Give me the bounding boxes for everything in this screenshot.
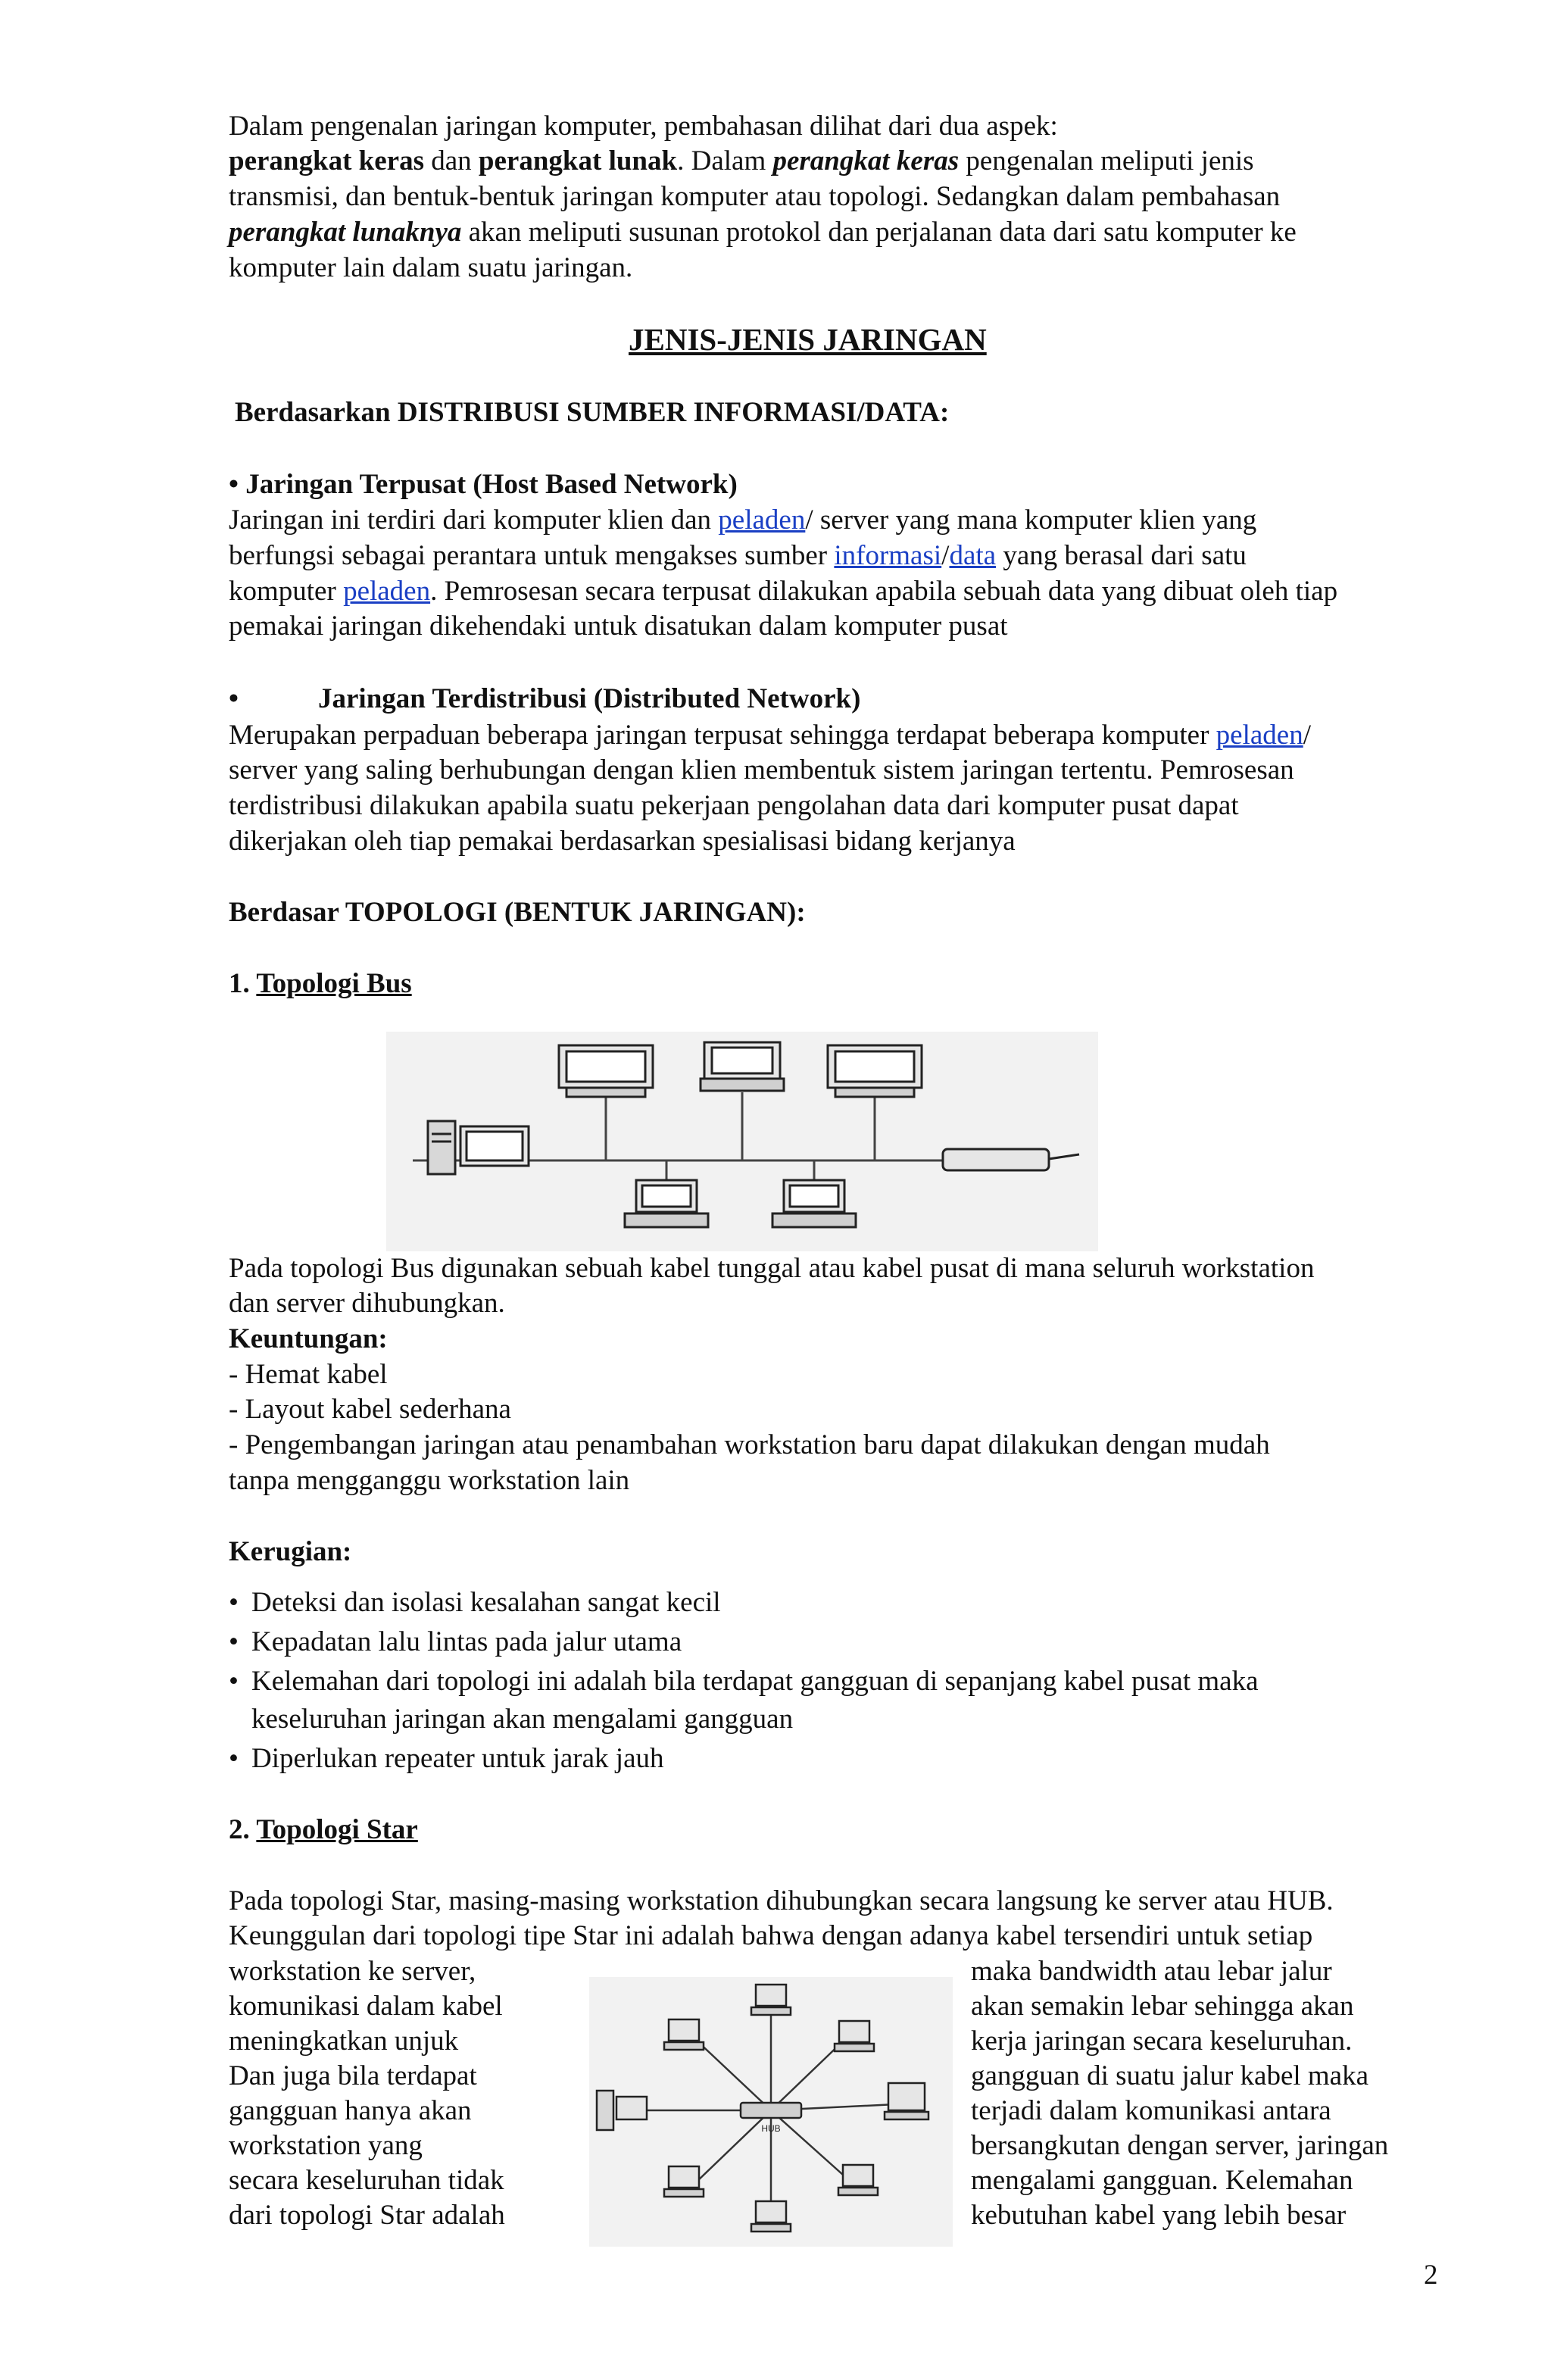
workstation-icon	[828, 1045, 922, 1097]
workstation-icon	[885, 2083, 928, 2119]
peladen-link[interactable]: peladen	[718, 504, 806, 536]
distribusi-line-2: server yang saling berhubungan dengan klien membentuk sistem jaringan tertentu. Pemrosesan	[229, 754, 1294, 786]
bus-desc-line-1: Pada topologi Bus digunakan sebuah kabel tunggal atau kabel pusat di mana seluruh workstation	[229, 1253, 1315, 1284]
distribusi-line-4: dikerjakan oleh tiap pemakai berdasarkan spesialisasi bidang kerjanya	[229, 826, 1016, 857]
star-left-line: workstation yang	[229, 2130, 423, 2161]
intro-line-1: Dalam pengenalan jaringan komputer, pembahasan dilihat dari dua aspek:	[229, 111, 1058, 142]
informasi-link[interactable]: informasi	[834, 540, 942, 571]
terpusat-line-2: berfungsi sebagai perantara untuk mengakses sumber informasi/data yang berasal dari satu	[229, 540, 1247, 571]
advantage-item: - Layout kabel sederhana	[229, 1394, 511, 1425]
star-right-line: kebutuhan kabel yang lebih besar	[971, 2200, 1347, 2231]
workstation-icon	[838, 2165, 878, 2195]
advantage-item: - Pengembangan jaringan atau penambahan workstation baru dapat dilakukan dengan mudah	[229, 1429, 1270, 1460]
star-left-line: workstation ke server,	[229, 1956, 476, 1987]
page-number: 2	[1424, 2260, 1438, 2291]
bus-topology-diagram	[386, 1032, 1098, 1251]
workstation-icon	[751, 1985, 791, 2015]
distribusi-line-1: Merupakan perpaduan beberapa jaringan terpusat sehingga terdapat beberapa komputer peladen/	[229, 720, 1311, 751]
intro-line-5: komputer lain dalam suatu jaringan.	[229, 252, 633, 283]
intro-line-3: transmisi, dan bentuk-bentuk jaringan komputer atau topologi. Sedangkan dalam pembahasan	[229, 181, 1281, 212]
advantages-heading: Keuntungan:	[229, 1323, 388, 1354]
star-left-line: Dan juga bila terdapat	[229, 2060, 477, 2091]
distribusi-line-3: terdistribusi dilakukan apabila suatu pekerjaan pengolahan data dari komputer pusat dapat	[229, 790, 1239, 821]
disadvantage-item: • Deteksi dan isolasi kesalahan sangat kecil	[229, 1587, 721, 1618]
peladen-link-3[interactable]: peladen	[1216, 720, 1303, 751]
dist-heading: Berdasarkan DISTRIBUSI SUMBER INFORMASI/DATA:	[235, 397, 950, 428]
star-right-line: bersangkutan dengan server, jaringan	[971, 2130, 1389, 2161]
disadvantage-item: • Kepadatan lalu lintas pada jalur utama	[229, 1626, 682, 1657]
disadvantages-heading: Kerugian:	[229, 1536, 352, 1567]
terpusat-heading: • Jaringan Terpusat (Host Based Network)	[229, 469, 738, 500]
star-left-line: meningkatkan unjuk	[229, 2025, 459, 2057]
hub-label: HUB	[761, 2123, 781, 2134]
terpusat-line-4: pemakai jaringan dikehendaki untuk disatukan dalam komputer pusat	[229, 611, 1008, 642]
peladen-link-2[interactable]: peladen	[343, 576, 431, 607]
topology-heading: Berdasar TOPOLOGI (BENTUK JARINGAN):	[229, 897, 806, 928]
star-right-line: gangguan di suatu jalur kabel maka	[971, 2060, 1369, 2091]
star-left-line: dari topologi Star adalah	[229, 2200, 505, 2231]
advantage-item: tanpa mengganggu workstation lain	[229, 1465, 630, 1496]
workstation-icon	[559, 1045, 653, 1097]
server-icon	[428, 1121, 529, 1174]
page-title: JENIS-JENIS JARINGAN	[629, 322, 987, 357]
disadvantage-item: • Diperlukan repeater untuk jarak jauh	[229, 1743, 664, 1774]
workstation-icon	[625, 1180, 708, 1227]
workstation-icon	[751, 2201, 791, 2232]
star-left-line: komunikasi dalam kabel	[229, 1991, 503, 2022]
star-right-line: maka bandwidth atau lebar jalur	[971, 1956, 1332, 1987]
disadvantage-item: • Kelemahan dari topologi ini adalah bila terdapat gangguan di sepanjang kabel pusat maka	[229, 1666, 1259, 1697]
workstation-icon	[772, 1180, 856, 1227]
star-heading: 2. Topologi Star	[229, 1814, 418, 1845]
star-line-1: Pada topologi Star, masing-masing workstation dihubungkan secara langsung ke server atau HUB.	[229, 1885, 1334, 1916]
star-right-line: mengalami gangguan. Kelemahan	[971, 2165, 1353, 2196]
intro-line-2: perangkat keras dan perangkat lunak. Dalam perangkat keras pengenalan meliputi jenis	[229, 145, 1254, 176]
star-right-line: terjadi dalam komunikasi antara	[971, 2095, 1331, 2126]
workstation-icon	[701, 1042, 784, 1091]
advantage-item: - Hemat kabel	[229, 1359, 388, 1390]
star-left-line: gangguan hanya akan	[229, 2095, 472, 2126]
intro-line-4: perangkat lunaknya akan meliputi susunan protokol dan perjalanan data dari satu komputer ke	[229, 217, 1297, 248]
workstation-icon	[664, 2166, 704, 2197]
star-line-2: Keunggulan dari topologi tipe Star ini adalah bahwa dengan adanya kabel tersendiri untuk setiap	[229, 1920, 1313, 1951]
star-left-line: secara keseluruhan tidak	[229, 2165, 504, 2196]
workstation-icon	[835, 2021, 874, 2051]
workstation-icon	[664, 2019, 704, 2050]
distribusi-bullet: •	[229, 683, 239, 714]
terpusat-line-3: komputer peladen. Pemrosesan secara terpusat dilakukan apabila sebuah data yang dibuat oleh tiap	[229, 576, 1338, 607]
star-topology-diagram	[589, 1977, 953, 2247]
disadvantage-item-cont: keseluruhan jaringan akan mengalami gangguan	[251, 1704, 794, 1735]
data-link[interactable]: data	[949, 540, 997, 571]
bus-heading: 1. Topologi Bus	[229, 968, 412, 999]
distribusi-heading: Jaringan Terdistribusi (Distributed Network)	[318, 683, 861, 714]
bus-desc-line-2: dan server dihubungkan.	[229, 1288, 505, 1319]
star-right-line: kerja jaringan secara keseluruhan.	[971, 2025, 1353, 2057]
star-right-line: akan semakin lebar sehingga akan	[971, 1991, 1354, 2022]
terpusat-line-1: Jaringan ini terdiri dari komputer klien dan peladen/ server yang mana komputer klien yang	[229, 504, 1257, 536]
